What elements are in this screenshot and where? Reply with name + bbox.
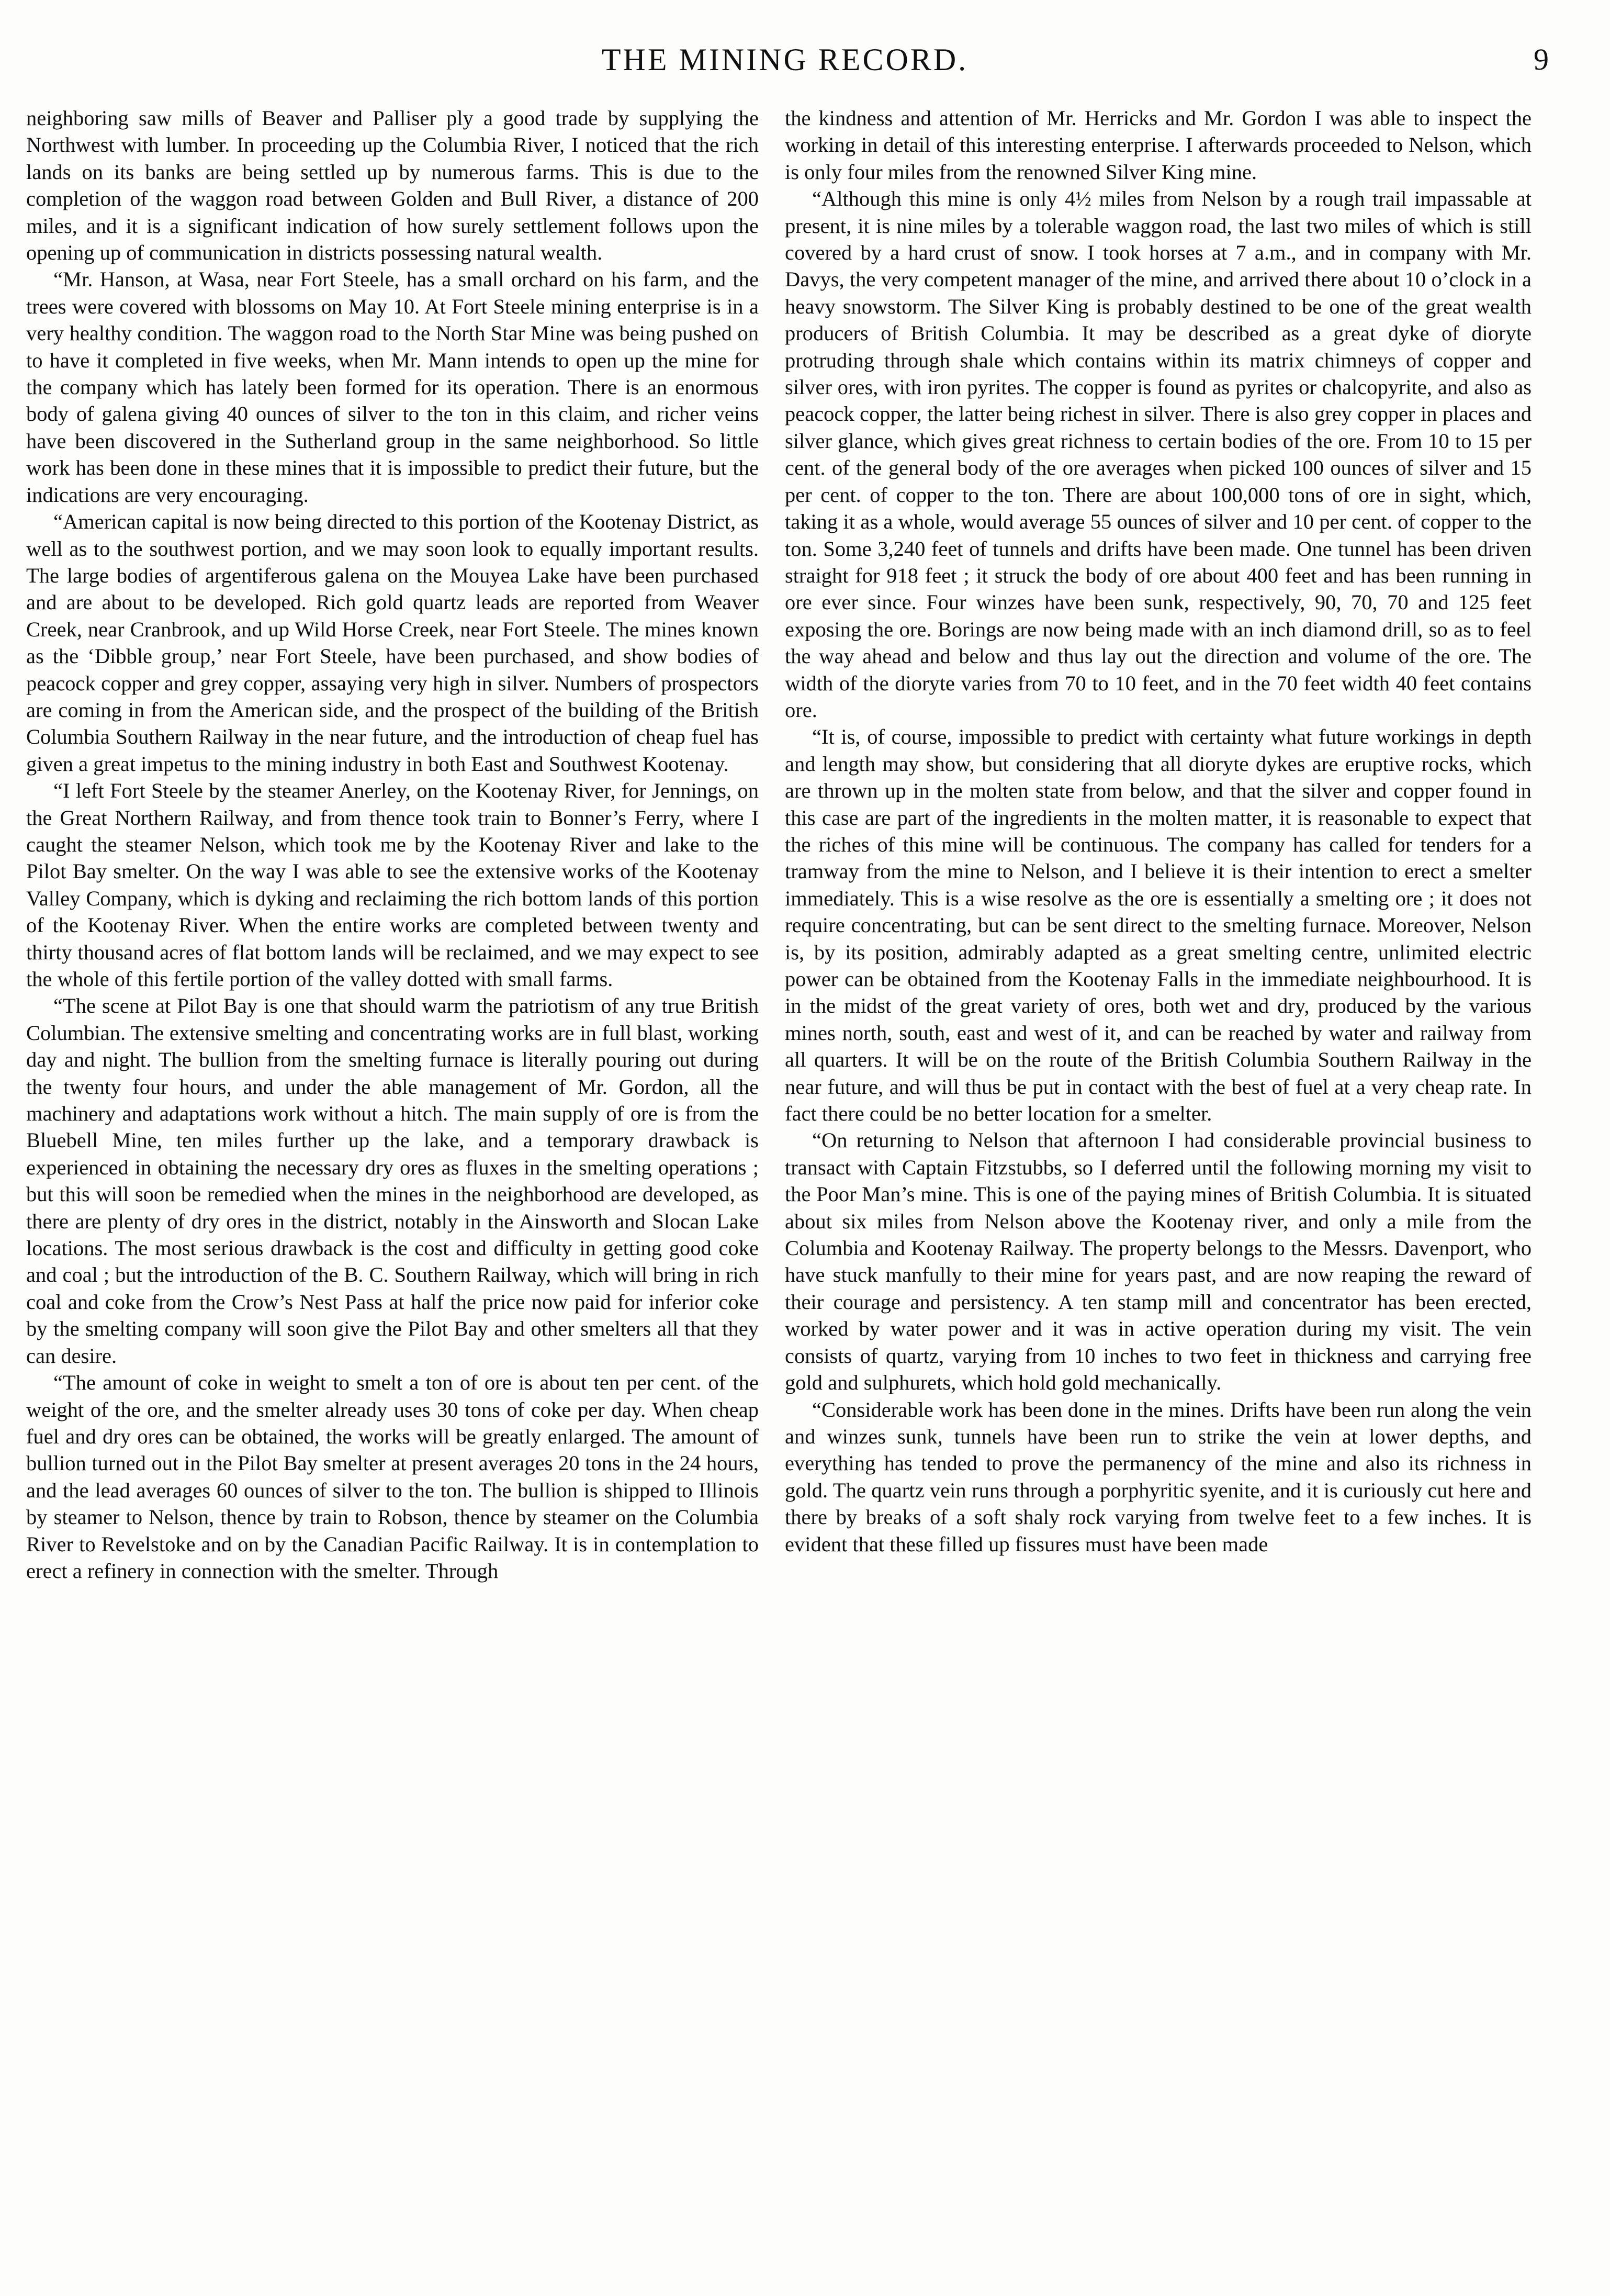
paragraph: “On returning to Nelson that afternoon I had considerable provincial business to transact with Captain Fitzstubbs, so I deferred until the following morning my visit to the Poor Man’s mine. This is one of the paying mines of British Columbia. It is situated about six miles from Nelson above the Kootenay river, and only a mile from the Columbia and Kootenay Railway. The property belongs to the Messrs. Davenport, who have stuck manfully to their mine for years past, and are now reaping the reward of their courage and persistency. A ten stamp mill and concentrator has been erected, worked by water power and it was in active operation during my visit. The vein consists of quartz, varying from 10 inches to two feet in thickness and carrying free gold and sulphurets, which hold gold mechanically.	[785, 1128, 1532, 1395]
right-column	[785, 105, 1532, 2266]
paragraph: “The scene at Pilot Bay is one that should warm the patriotism of any true British Columbian. The extensive smelting and concentrating works are in full blast, working day and night. The bullion from the smelting furnace is literally pouring out during the twenty four hours, and under the able management of Mr. Gordon, all the machinery and adaptations work without a hitch. The main supply of ore is from the Bluebell Mine, ten miles further up the lake, and a temporary drawback is experienced in obtaining the necessary dry ores as fluxes in the smelting operations ; but this will soon be remedied when the mines in the neighborhood are developed, as there are plenty of dry ores in the district, notably in the Ainsworth and Slocan Lake locations. The most serious drawback is the cost and difficulty in getting good coke and coal ; but the introduction of the B. C. Southern Railway, which will bring in rich coal and coke from the Crow’s Nest Pass at half the price now paid for inferior coke by the smelting company will soon give the Pilot Bay and other smelters all that they can desire.	[26, 994, 759, 1368]
paragraph: “It is, of course, impossible to predict with certainty what future workings in depth and length may show, but considering that all dioryte dykes are eruptive rocks, which are thrown up in the molten state from below, and that the silver and copper found in this case are part of the ingredients in the molten matter, it is reasonable to expect that the riches of this mine will be continuous. The company has called for tenders for a tramway from the mine to Nelson, and I believe it is their intention to erect a smelter immediately. This is a wise resolve as the ore is essentially a smelting ore ; it does not require concentrating, but can be sent direct to the smelting furnace. Moreover, Nelson is, by its position, admirably adapted as a great smelting centre, unlimited electric power can be obtained from the Kootenay Falls in the immediate neighbourhood. It is in the midst of the great variety of ores, both wet and dry, produced by the various mines north, south, east and west of it, and can be reached by water and railway from all quarters. It will be on the route of the British Columbia Southern Railway in the near future, and will thus be put in contact with the best of fuel at a very cheap rate. In fact there could be no better location for a smelter.	[785, 725, 1532, 1126]
left-column	[26, 105, 759, 2266]
paragraph: “Mr. Hanson, at Wasa, near Fort Steele, has a small orchard on his farm, and the trees were covered with blossoms on May 10. At Fort Steele mining enterprise is in a very healthy condition. The waggon road to the North Star Mine was being pushed on to have it completed in five weeks, when Mr. Mann intends to open up the mine for the company which has lately been formed for its operation. There is an enormous body of galena giving 40 ounces of silver to the ton in this claim, and richer veins have been discovered in the Sutherland group in the same neighborhood. So little work has been done in these mines that it is impossible to predict their future, but the indications are very encouraging.	[26, 267, 759, 507]
paragraph: “Considerable work has been done in the mines. Drifts have been run along the vein and winzes sunk, tunnels have been run to strike the vein at lower depths, and everything has tended to prove the permanency of the mine and also its richness in gold. The quartz vein runs through a porphyritic syenite, and it is curiously cut here and there by breaks of a soft shaly rock varying from twelve feet to a few inches. It is evident that these filled up fissures must have been made	[785, 1397, 1532, 1556]
paragraph: “The amount of coke in weight to smelt a ton of ore is about ten per cent. of the weight of the ore, and the smelter already uses 30 tons of coke per day. When cheap fuel and dry ores can be obtained, the works will be greatly enlarged. The amount of bullion turned out in the Pilot Bay smelter at present averages 20 tons in the 24 hours, and the lead averages 60 ounces of silver to the ton. The bullion is shipped to Illinois by steamer to Nelson, thence by train to Robson, thence by steamer on the Columbia River to Revelstoke and on by the Canadian Pacific Railway. It is in contemplation to erect a refinery in connection with the smelter. Through	[26, 1371, 759, 1583]
paragraph: “American capital is now being directed to this portion of the Kootenay District, as well as to the southwest portion, and we may soon look to equally important results. The large bodies of argentiferous galena on the Mouyea Lake have been purchased and are about to be developed. Rich gold quartz leads are reported from Weaver Creek, near Cranbrook, and up Wild Horse Creek, near Fort Steele. The mines known as the ‘Dibble group,’ near Fort Steele, have been purchased, and show bodies of peacock copper and grey copper, assaying very high in silver. Numbers of prospectors are coming in from the American side, and the prospect of the building of the British Columbia Southern Railway in the near future, and the introduction of cheap fuel has given a great impetus to the mining industry in both East and Southwest Kootenay.	[26, 510, 759, 776]
paragraph: the kindness and attention of Mr. Herricks and Mr. Gordon I was able to inspect the working in detail of this interesting enterprise. I afterwards proceeded to Nelson, which is only four miles from the renowned Silver King mine.	[785, 106, 1532, 184]
paragraph: “Although this mine is only 4½ miles from Nelson by a rough trail impassable at present, it is nine miles by a tolerable waggon road, the last two miles of which is still covered by a hard crust of snow. I took horses at 7 a.m., and in company with Mr. Davys, the very competent manager of the mine, and arrived there about 10 o’clock in a heavy snowstorm. The Silver King is probably destined to be one of the great wealth producers of British Columbia. It may be described as a great dyke of dioryte protruding through shale which contains within its matrix chimneys of copper and silver ores, with iron pyrites. The copper is found as pyrites or chalcopyrite, and also as peacock copper, the latter being richest in silver. There is also grey copper in places and silver glance, which gives great richness to certain bodies of the ore. From 10 to 15 per cent. of the general body of the ore averages when picked 100 ounces of silver and 15 per cent. of copper to the ton. There are about 100,000 tons of ore in sight, which, taking it as a whole, would average 55 ounces of silver and 10 per cent. of copper to the ton. Some 3,240 feet of tunnels and drifts have been made. One tunnel has been driven straight for 918 feet ; it struck the body of ore about 400 feet and has been running in ore ever since. Four winzes have been sunk, respectively, 90, 70, 70 and 125 feet exposing the ore. Borings are now being made with an inch diamond drill, so as to feel the way ahead and below and thus lay out the direction and volume of the ore. The width of the dioryte varies from 70 to 10 feet, and in the 70 feet width 40 feet contains ore.	[785, 187, 1532, 722]
paragraph: “I left Fort Steele by the steamer Anerley, on the Kootenay River, for Jennings, on the Great Northern Railway, and from thence took train to Bonner’s Ferry, where I caught the steamer Nelson, which took me by the Kootenay River and lake to the Pilot Bay smelter. On the way I was able to see the extensive works of the Kootenay Valley Company, which is dyking and reclaiming the rich bottom lands of this portion of the Kootenay River. When the entire works are completed between twenty and thirty thousand acres of flat bottom lands will be reclaimed, and we may expect to see the whole of this fertile portion of the valley dotted with small farms.	[26, 779, 759, 991]
page-number: 9	[1534, 42, 1549, 76]
paragraph: neighboring saw mills of Beaver and Palliser ply a good trade by supplying the Northwest with lumber. In proceeding up the Columbia River, I noticed that the rich lands on its banks are being settled up by numerous farms. This is due to the completion of the waggon road between Golden and Bull River, a distance of 200 miles, and it is a significant indication of how surely settlement follows upon the opening up of communication in districts possessing natural wealth.	[26, 106, 759, 265]
page-header	[31, 42, 1549, 89]
running-title: THE MINING RECORD.	[601, 42, 969, 77]
